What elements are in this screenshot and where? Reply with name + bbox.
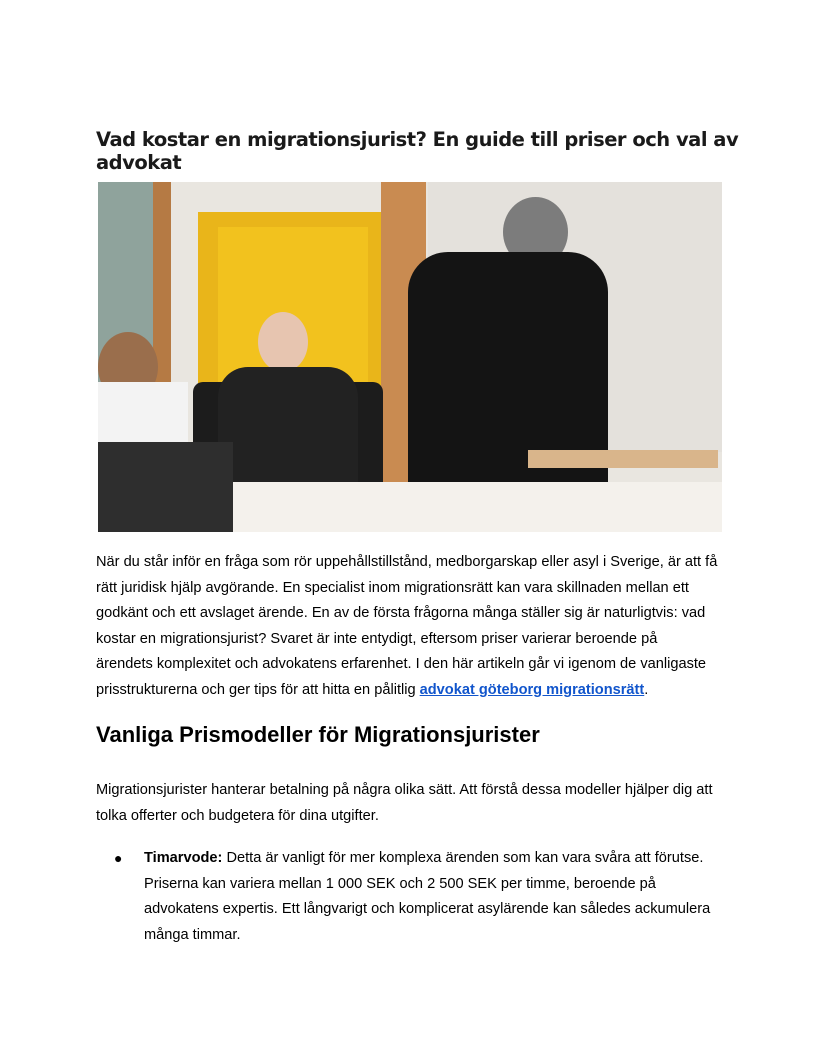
text-line: Detta är vanligt för mer komplexa ärenden som kan vara svåra att förutse. (222, 850, 704, 866)
text-line: många timmar. (144, 926, 241, 943)
courtroom-photo (98, 182, 722, 532)
text-line: godkänt och ett avslaget ärende. En av de första frågorna många ställer sig är naturligtvis: vad (96, 605, 706, 621)
text-line: tolka offerter och budgetera för dina utgifter. (96, 807, 379, 824)
text-line: kostar en migrationsjurist? Svaret är inte entydigt, eftersom priser varierar beroende på (96, 630, 658, 647)
text-line: Migrationsjurister hanterar betalning på några olika sätt. Att förstå dessa modeller hjälper dig att (96, 782, 713, 798)
list-item-label: Timarvode: (144, 850, 223, 866)
text-line: ärendets komplexitet och advokatens erfarenhet. I den här artikeln går vi igenom de vanligaste (96, 656, 707, 672)
section-intro-paragraph (96, 778, 713, 829)
text-line: prisstrukturerna och ger tips för att hitta en pålitlig (96, 681, 420, 698)
text-line: Priserna kan variera mellan 1 000 SEK och 2 500 SEK per timme, beroende på (144, 875, 656, 892)
pricing-list (96, 846, 710, 948)
section-heading: Vanliga Prismodeller för Migrationsjurister (96, 722, 540, 747)
list-item (96, 846, 710, 948)
bullet-icon: ● (114, 850, 123, 866)
text-line: När du står inför en fråga som rör uppehållstillstånd, medborgarskap eller asyl i Sverige, är att få (96, 554, 718, 570)
text-end: . (644, 681, 649, 698)
text-line: advokatens expertis. Ett långvarigt och komplicerat asylärende kan således ackumulera (144, 901, 711, 917)
text-line: rätt juridisk hjälp avgörande. En specialist inom migrationsrätt kan vara skillnaden mellan ett (96, 579, 689, 596)
advokat-goteborg-link[interactable]: advokat göteborg migrationsrätt (419, 681, 645, 698)
intro-paragraph (96, 550, 717, 703)
article-title: Vad kostar en migrationsjurist? En guide till priser och val av advokat (96, 128, 739, 174)
